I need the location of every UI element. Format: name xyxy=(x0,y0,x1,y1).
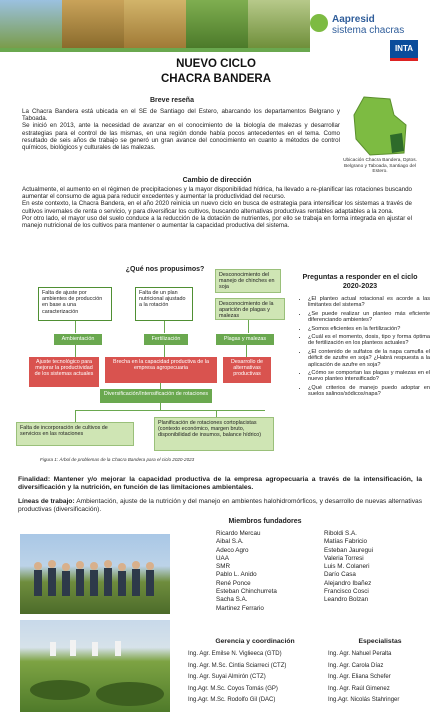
gerencia-heading: Gerencia y coordinación xyxy=(215,638,295,645)
miembro-item: Riboldi S.A. xyxy=(324,530,357,537)
pregunta-item: • ¿Somos eficientes en la fertilización? xyxy=(308,326,430,332)
lineas-text: Ambientación, ajuste de la nutrición y del manejo en ambientes halohidromórficos, y desarrollo de nuevas alternativas productivas (diversificación). xyxy=(18,498,422,513)
people-illustration xyxy=(20,534,170,614)
lineas-block xyxy=(18,498,422,514)
tree-node-plan-nutricional: Falta de un plan nutricional ajustado a la rotación xyxy=(135,287,193,321)
miembro-item: Esteban Chinchurreta xyxy=(216,588,277,596)
resena-text xyxy=(22,108,340,151)
miembro-item: Matías Fabricio xyxy=(324,538,368,546)
miembro-item: Aibal S.A. xyxy=(216,538,244,546)
gerencia-item: Ing.Agr. M.Sc. Coyos Tomás (GP) xyxy=(188,685,278,692)
title-line-2: CHACRA BANDERA xyxy=(160,73,272,85)
miembro-item: Darío Casa xyxy=(324,571,356,579)
resena-p2: Se inició en 2013, ante la necesidad de avanzar en el conocimiento de la biología de malezas y desarrollar estrategias para el control de las mismas, en una región donde había pocos antecedentes en el tema. Como resultado de seis años de trabajo se generó un gran avance del conocimiento en cuanto a métodos de control químicos, biológicos y culturales de las malezas. xyxy=(22,122,340,152)
tree-node-diversificacion: Diversificación/Intensificación de rotaciones xyxy=(100,389,212,403)
miembro-item: Ricardo Mercau xyxy=(216,530,261,537)
field-people-illustration xyxy=(20,620,170,712)
miembro-item: SMR xyxy=(216,563,230,571)
pregunta-item: • ¿El contenido de sulfatos de la napa camufla el déficit de azufre en soja? ¿Habrá respuesta a la aplicación de azufre en soja? xyxy=(308,349,430,368)
pregunta-item: • ¿Cómo se comportan las plagas y malezas en el nuevo planteo intensificado? xyxy=(308,370,430,383)
finalidad-label: Finalidad: xyxy=(18,476,51,483)
especialista-item: Ing. Agr. Eliana Schefer xyxy=(328,674,391,680)
cambio-p2: En este contexto, la Chacra Bandera, en el año 2020 reinicia un nuevo ciclo en busca de estrategia para intensificar los sistemas a través de cultivos invernales de renta o servicio, y para diversificar los cultivos, buscando alternativas productivas rentables adaptables a la zona. xyxy=(22,200,412,215)
header-photo-strip xyxy=(0,0,310,48)
miembro-item: Leandro Bolzan xyxy=(324,596,369,604)
field-photo xyxy=(20,620,170,712)
leaf-icon xyxy=(310,14,328,32)
especialista-item: Ing. Agr. Carola Díaz xyxy=(328,662,384,669)
pregunta-item: • ¿Cuál es el momento, dosis, tipo y forma óptima de fertilización en los planteos actuales? xyxy=(308,334,430,347)
gerencia-list xyxy=(188,649,324,707)
miembro-item: Luis M. Colaneri xyxy=(324,563,370,571)
tree-node-plagas: Plagas y malezas xyxy=(216,334,274,345)
miembros-col-2 xyxy=(324,530,424,605)
tree-node-brecha: Brecha en la capacidad productiva de la empresa agropecuaria xyxy=(105,357,217,383)
tree-heading: ¿Qué nos propusimos? xyxy=(125,266,205,273)
brand-subname: sistema chacras xyxy=(332,25,405,36)
finalidad-block xyxy=(18,476,422,492)
tree-caption: Figura 1: Árbol de problemas de la Chacra Bandera para el ciclo 2020-2023 xyxy=(40,457,195,462)
miembro-item: Alejandro Ibañez xyxy=(324,579,372,587)
group-photo xyxy=(20,534,170,614)
miembro-item: Adeco Agro xyxy=(216,546,249,554)
especialistas-list xyxy=(328,649,428,707)
cambio-p1: Actualmente, el aumento en el régimen de precipitaciones y la mayor disponibilidad hídrica, ha llevado a re-planificar las rotaciones buscando aumentar el consumo de agua para reducir excedentes y aumentar la productividad del recurso. xyxy=(22,186,412,201)
preguntas-list xyxy=(298,296,430,400)
miembros-heading: Miembros fundadores xyxy=(228,518,302,525)
title-line-1: NUEVO CICLO xyxy=(176,58,256,70)
miembro-item: René Ponce xyxy=(216,579,251,587)
santiago-map xyxy=(350,95,410,157)
cambio-heading: Cambio de dirección xyxy=(182,177,252,184)
preguntas-heading: Preguntas a responder en el ciclo 2020-2023 xyxy=(302,272,418,290)
miembros-col-1 xyxy=(216,530,316,613)
miembro-item: Martinez Ferrario xyxy=(216,604,264,612)
header-accent-bar xyxy=(0,48,310,52)
tree-node-alternativas: Desarrollo de alternativas productivas xyxy=(223,357,271,383)
gerencia-item: Ing.Agr. M.Sc. Rodolfo Gil (DAC) xyxy=(188,697,276,703)
cambio-p3: Por otro lado, el mayor uso del suelo conduce a la reducción de la dotación de nutrientes, por ello se trabaja en forma integrada en ajustar el manejo nutricional de los cultivos para mantener o aumentar la capacidad productiva del sistema. xyxy=(22,214,412,230)
especialista-item: Ing. Agr. Raúl Gimenez xyxy=(328,685,390,692)
gerencia-item: Ing. Agr. M.Sc. Cintia Sciarreci (CTZ) xyxy=(188,662,287,669)
aapresid-logo xyxy=(310,14,418,40)
tree-node-fertilizacion: Fertilización xyxy=(144,334,188,345)
cambio-text xyxy=(22,186,412,229)
tree-node-cultivos-servicio: Falta de incorporación de cultivos de servicios en las rotaciones xyxy=(16,422,134,446)
resena-p1: La Chacra Bandera está ubicada en el SE de Santiago del Estero, abarcando los departamentos Belgrano y Taboada. xyxy=(22,108,340,123)
miembro-item: Esteban Jauregui xyxy=(324,546,374,554)
resena-heading: Breve reseña xyxy=(150,97,194,104)
gerencia-item: Ing. Agr. Emilse N. Viglieeca (GTD) xyxy=(188,651,282,657)
brand-name: Aapresid xyxy=(332,14,375,25)
especialista-item: Ing.Agr. Nicolás Stahringer xyxy=(328,697,400,703)
tree-node-plagas-malezas: Desconocimiento de la aparición de plagas y malezas xyxy=(215,298,285,320)
tree-node-ambientacion: Ambientación xyxy=(54,334,102,345)
pregunta-item: • ¿El planteo actual rotacional es acorde a las limitantes del sistema? xyxy=(308,296,430,309)
tree-node-ajuste-ambientes: Falta de ajuste por ambientes de producción en base a una caracterización xyxy=(38,287,112,321)
map-caption: Ubicación Chacra Bandera, Dptos. Belgrano y Taboada, Santiago del Estero. xyxy=(343,158,417,175)
tree-node-planificacion: Planificación de rotaciones cortoplacistas (contexto económico, margen bruto, disponibilidad de insumos, balance hídrico) xyxy=(154,417,274,451)
miembro-item: Francisco Cosci xyxy=(324,588,369,596)
miembro-item: UAA xyxy=(216,554,229,562)
miembro-item: Valeria Torresi xyxy=(324,554,364,562)
gerencia-item: Ing. Agr. Suyai Almirón (CTZ) xyxy=(188,674,266,680)
miembro-item: Pablo L. Anido xyxy=(216,571,257,579)
tree-node-ajuste-tecnologico: Ajuste tecnológico para mejorar la productividad de los sistemas actuales xyxy=(29,357,99,387)
miembro-item: Sacha S.A. xyxy=(216,596,248,604)
especialistas-heading: Especialistas xyxy=(358,638,402,645)
finalidad-text: Mantener y/o mejorar la capacidad productiva de la empresa agropecuaria a través de la intensificación, la diversificación y la nutrición, en función de las limitaciones ambientales. xyxy=(18,476,422,491)
pregunta-item: • ¿Se puede realizar un planteo más eficiente diferenciando ambientes? xyxy=(308,311,430,324)
especialista-item: Ing. Agr. Nahuel Peralta xyxy=(328,651,392,657)
inta-logo: INTA xyxy=(390,40,418,61)
tree-node-chinches: Desconocimiento del manejo de chinches en soja xyxy=(215,269,281,293)
pregunta-item: • ¿Qué criterios de manejo puedo adoptar en suelos salinos/sódicos/napa? xyxy=(308,385,430,398)
lineas-label: Líneas de trabajo: xyxy=(18,498,75,505)
